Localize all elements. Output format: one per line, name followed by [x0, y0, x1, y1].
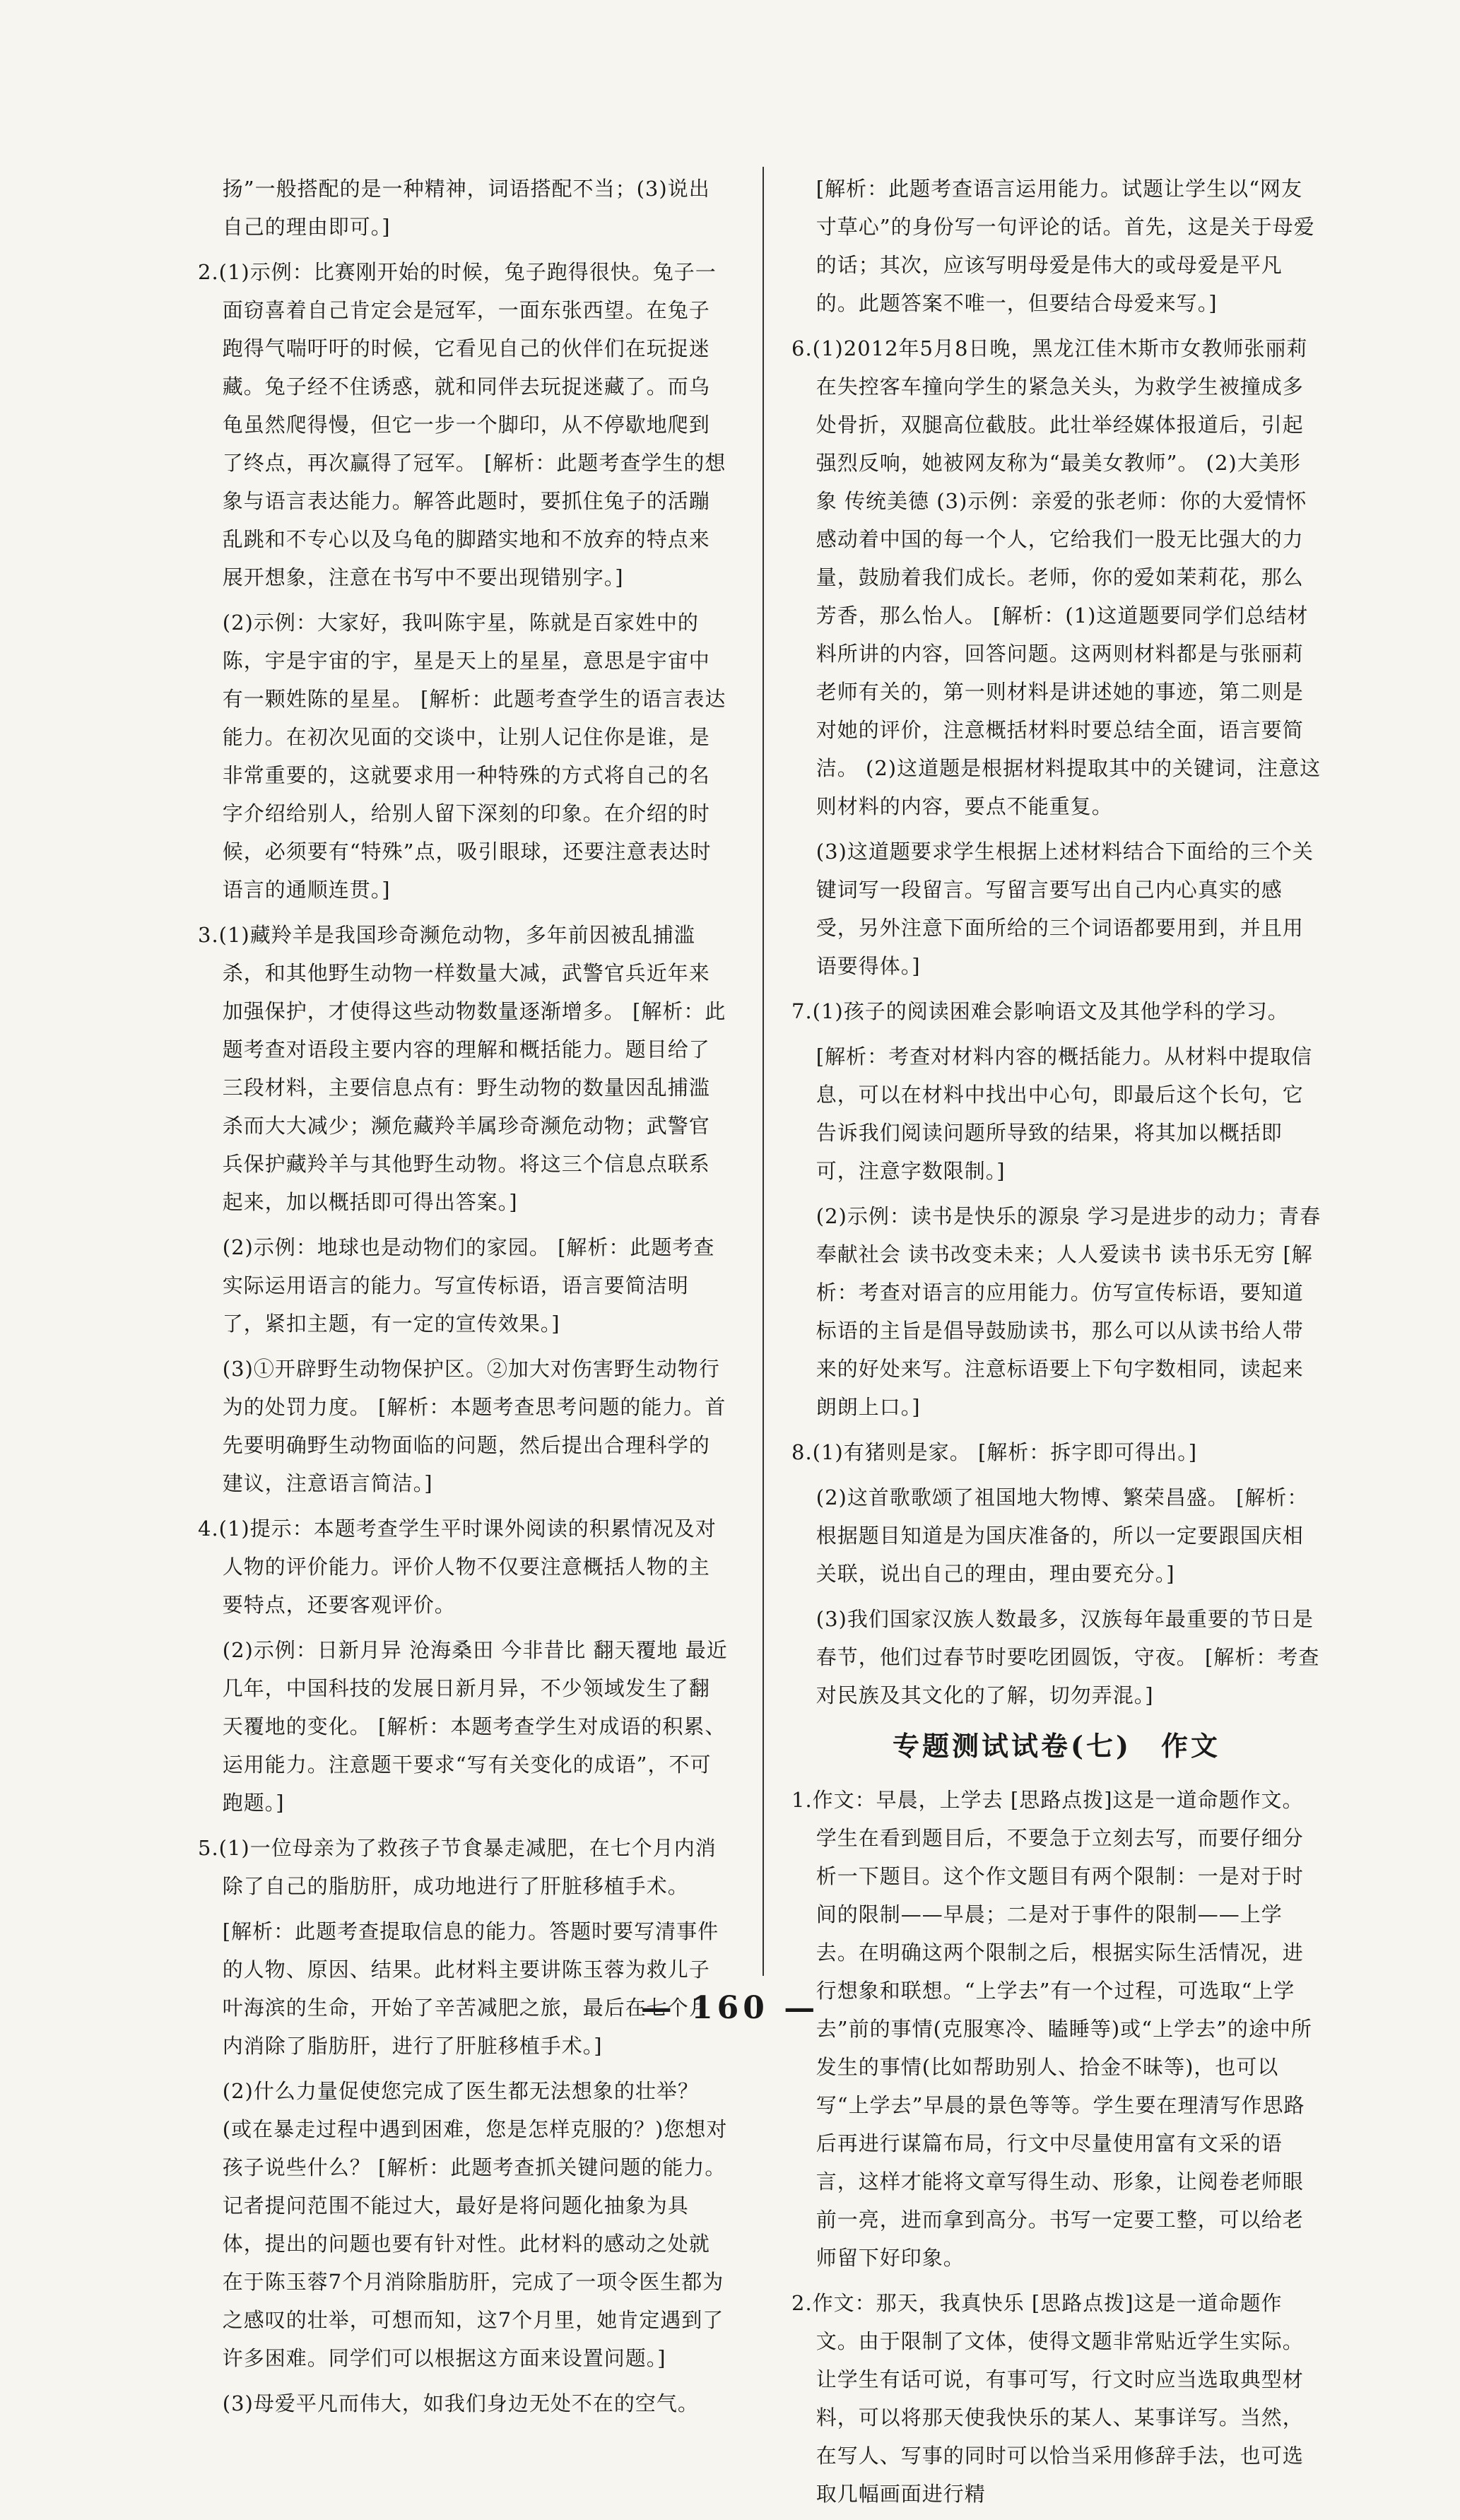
right-paragraph-4: [解析：考查对材料内容的概括能力。从材料中提取信息，可以在材料中找出中心句，即最后这个长句，它告诉我们阅读问题所导致的结果，将其加以概括即可，注意字数限制。]	[816, 1044, 1313, 1183]
page-number: — 160 —	[640, 1990, 820, 2026]
right-paragraph-0: [解析：此题考查语言运用能力。试题让学生以“网友寸草心”的身份写一句评论的话。首先，这是关于母爱的话；其次，应该写明母爱是伟大的或母爱是平凡的。此题答案不唯一，但要结合母爱来写。]	[816, 177, 1315, 315]
right-paragraph-7: (2)这首歌歌颂了祖国地大物博、繁荣昌盛。 [解析：根据题目知道是为国庆准备的，所以一定要跟国庆相关联，说出自己的理由，理由要充分。]	[816, 1485, 1309, 1586]
right-paragraph-6: 8.(1)有猪则是家。 [解析：拆字即可得出。]	[791, 1440, 1198, 1464]
left-paragraph-6: 4.(1)提示：本题考查学生平时课外阅读的积累情况及对人物的评价能力。评价人物不仅要注意概括人物的主要特点，还要客观评价。	[198, 1517, 717, 1617]
left-paragraph-10: (2)什么力量促使您完成了医生都无法想象的壮举？(或在暴走过程中遇到困难，您是怎样克服的？)您想对孩子说些什么？ [解析：此题考查抓关键问题的能力。记者提问范围不能过大，最好是将问题化抽象为具体，提出的问题也要有针对性。此材料的感动之处就在于陈玉蓉7个月消除脂肪肝，完成了一项令医生都为之感叹的壮举，可想而知，这7个月里，她肯定遇到了许多困难。同学们可以根据这方面来设置问题。]	[222, 2079, 728, 2370]
right-paragraph-8: (3)我们国家汉族人数最多，汉族每年最重要的节日是春节，他们过春节时要吃团圆饭，守夜。 [解析：考查对民族及其文化的了解，切勿弄混。]	[816, 1607, 1320, 1707]
right-paragraph-2: (3)这道题要求学生根据上述材料结合下面给的三个关键词写一段留言。写留言要写出自己内心真实的感受，另外注意下面所给的三个词语都要用到，并且用语要得体。]	[816, 840, 1314, 978]
left-paragraph-3: 3.(1)藏羚羊是我国珍奇濒危动物，多年前因被乱捕滥杀，和其他野生动物一样数量大减，武警官兵近年来加强保护，才使得这些动物数量逐渐增多。 [解析：此题考查对语段主要内容的理解和概括能力。题目给了三段材料，主要信息点有：野生动物的数量因乱捕滥杀而大大减少；濒危藏羚羊属珍奇濒危动物；武警官兵保护藏羚羊与其他野生动物。将这三个信息点联系起来，加以概括即可得出答案。]	[198, 923, 726, 1214]
left-paragraph-5: (3)①开辟野生动物保护区。②加大对伤害野生动物行为的处罚力度。 [解析：本题考查思考问题的能力。首先要明确野生动物面临的问题，然后提出合理科学的建议，注意语言简洁。]	[222, 1357, 726, 1495]
left-paragraph-11: (3)母爱平凡而伟大，如我们身边无处不在的空气。	[222, 2391, 699, 2415]
left-paragraph-4: (2)示例：地球也是动物们的家园。 [解析：此题考查实际运用语言的能力。写宣传标语，语言要简洁明了，紧扣主题，有一定的宣传效果。]	[222, 1235, 715, 1336]
left-paragraph-9: [解析：此题考查提取信息的能力。答题时要写清事件的人物、原因、结果。此材料主要讲陈玉蓉为救儿子叶海滨的生命，开始了辛苦减肥之旅，最后在七个月内消除了脂肪肝，进行了肝脏移植手术。]	[222, 1919, 719, 2058]
right-column	[791, 170, 1321, 2520]
left-paragraph-0: 扬”一般搭配的是一种精神，词语搭配不当；(3)说出自己的理由即可。]	[222, 177, 710, 239]
left-column	[198, 170, 728, 2430]
left-paragraph-8: 5.(1)一位母亲为了救孩子节食暴走减肥，在七个月内消除了自己的脂肪肝，成功地进行了肝脏移植手术。	[198, 1836, 717, 1898]
right-paragraph-1: 6.(1)2012年5月8日晚，黑龙江佳木斯市女教师张丽莉在失控客车撞向学生的紧急关头，为救学生被撞成多处骨折，双腿高位截肢。此壮举经媒体报道后，引起强烈反响，她被网友称为“最美女教师”。 (2)大美形象 传统美德 (3)示例：亲爱的张老师：你的大爱情怀感动着中国的每一个人，它给我们一股无比强大的力量，鼓励着我们成长。老师，你的爱如茉莉花，那么芳香，那么怡人。 [解析：(1)这道题要同学们总结材料所讲的内容，回答问题。这两则材料都是与张丽莉老师有关的，第一则材料是讲述她的事迹，第二则是对她的评价，注意概括材料时要总结全面，语言要简洁。 (2)这道题是根据材料提取其中的关键词，注意这则材料的内容，要点不能重复。	[791, 336, 1321, 818]
right-paragraph-3: 7.(1)孩子的阅读困难会影响语文及其他学科的学习。	[791, 999, 1289, 1023]
right-paragraph-5: (2)示例：读书是快乐的源泉 学习是进步的动力；青春奉献社会 读书改变未来；人人爱读书 读书乐无穷 [解析：考查对语言的应用能力。仿写宣传标语，要知道标语的主旨是倡导鼓励读书，那么可以从读书给人带来的好处来写。注意标语要上下句字数相同，读起来朗朗上口。]	[816, 1204, 1321, 1419]
right-paragraph-10: 1.作文：早晨，上学去 [思路点拨]这是一道命题作文。学生在看到题目后，不要急于立刻去写，而要仔细分析一下题目。这个作文题目有两个限制：一是对于时间的限制——早晨；二是对于事件的限制——上学去。在明确这两个限制之后，根据实际生活情况，进行想象和联想。“上学去”有一个过程，可选取“上学去”前的事情(克服寒冷、瞌睡等)或“上学去”的途中所发生的事情(比如帮助别人、拾金不昧等)，也可以写“上学去”早晨的景色等等。学生要在理清写作思路后再进行谋篇布局，行文中尽量使用富有文采的语言，这样才能将文章写得生动、形象，让阅卷老师眼前一亮，进而拿到高分。书写一定要工整，可以给老师留下好印象。	[791, 1788, 1312, 2270]
right-paragraph-9: 专题测试试卷(七) 作文	[893, 1730, 1220, 1762]
column-divider	[763, 167, 764, 1976]
left-paragraph-1: 2.(1)示例：比赛刚开始的时候，兔子跑得很快。兔子一面窃喜着自己肯定会是冠军，一面东张西望。在兔子跑得气喘吁吁的时候，它看见自己的伙伴们在玩捉迷藏。兔子经不住诱惑，就和同伴去玩捉迷藏了。而乌龟虽然爬得慢，但它一步一个脚印，从不停歇地爬到了终点，再次赢得了冠军。 [解析：此题考查学生的想象与语言表达能力。解答此题时，要抓住兔子的活蹦乱跳和不专心以及乌龟的脚踏实地和不放弃的特点来展开想象，注意在书写中不要出现错别字。]	[198, 260, 726, 589]
left-paragraph-7: (2)示例：日新月异 沧海桑田 今非昔比 翻天覆地 最近几年，中国科技的发展日新月异，不少领域发生了翻天覆地的变化。 [解析：本题考查学生对成语的积累、运用能力。注意题干要求“写有关变化的成语”，不可跑题。]	[222, 1638, 728, 1815]
right-paragraph-11: 2.作文：那天，我真快乐 [思路点拨]这是一道命题作文。由于限制了文体，使得文题非常贴近学生实际。让学生有话可说，有事可写，行文时应当选取典型材料，可以将那天使我快乐的某人、某事详写。当然，在写人、写事的同时可以恰当采用修辞手法，也可选取几幅画面进行精	[791, 2291, 1304, 2506]
left-paragraph-2: (2)示例：大家好，我叫陈宇星，陈就是百家姓中的陈，宇是宇宙的宇，星是天上的星星，意思是宇宙中有一颗姓陈的星星。 [解析：此题考查学生的语言表达能力。在初次见面的交谈中，让别人记住你是谁，是非常重要的，这就要求用一种特殊的方式将自己的名字介绍给别人，给别人留下深刻的印象。在介绍的时候，必须要有“特殊”点，吸引眼球，还要注意表达时语言的通顺连贯。]	[222, 611, 726, 902]
